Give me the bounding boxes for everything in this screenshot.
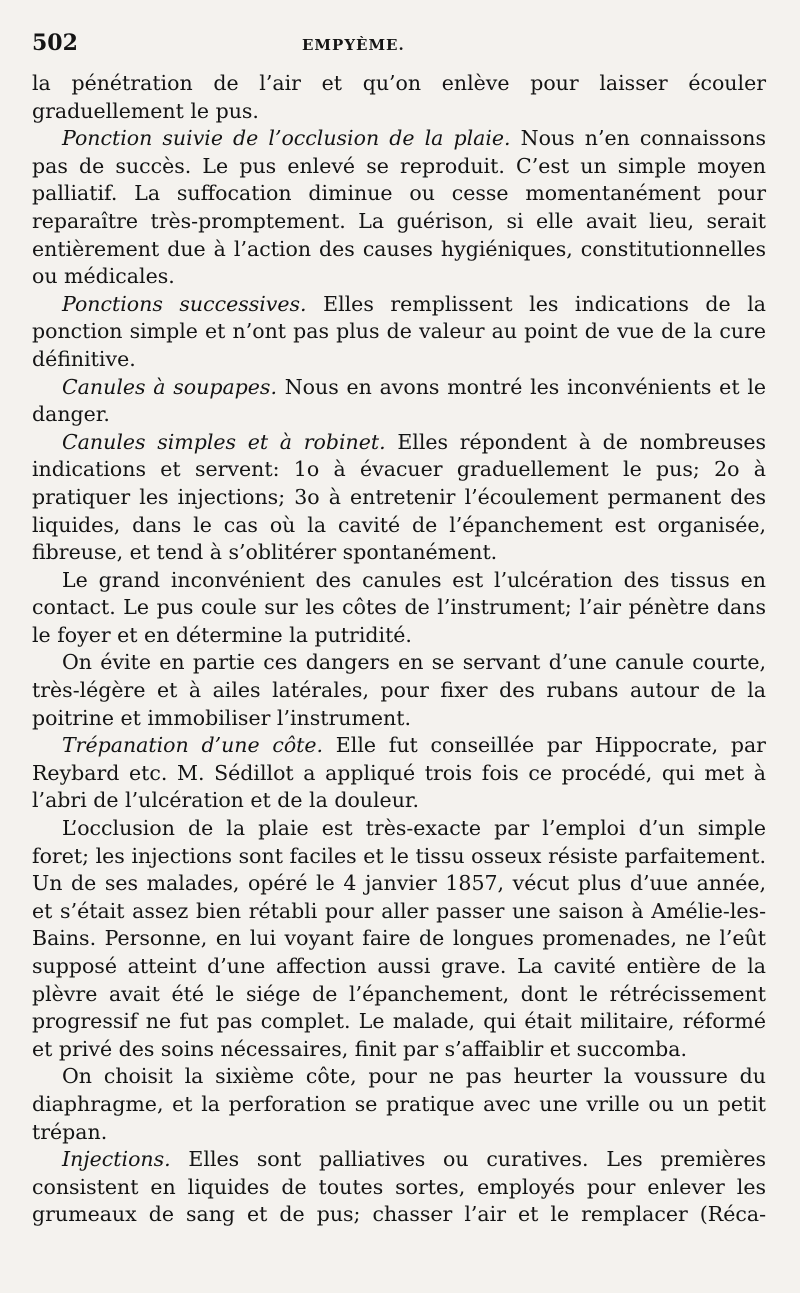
paragraph-text: Nous en avons montré les inconvénients et le danger. [32,374,767,427]
paragraph-text: Elles remplissent les indications de la ponction simple et n’ont pas plus de valeur au point de vue de la cure définitive. [32,291,766,371]
paragraph [32,732,766,815]
running-title: EMPYÈME. [302,36,405,54]
paragraph [32,815,766,1063]
paragraph [32,125,766,291]
section-lead: Ponctions successives. [62,291,307,316]
paragraph [32,374,766,429]
paragraph [32,649,766,732]
paragraph-text: L’occlusion de la plaie est très-exacte par l’emploi d’un simple foret; les injections sont faciles et le tissu osseux résiste parfaitement. Un de ses malades, opéré le 4 janvier 1857, vécut plus d’uue année, et s’était assez bien rétabli pour aller passer une saison à Amélie-les-Bains. Personne, en lui voyant faire de longues promenades, ne l’eût supposé atteint d’une affection aussi grave. La cavité entière de la plèvre avait été le siége de l’épanchement, dont le rétrécissement progressif ne fut pas complet. Le malade, qui était militaire, réformé et privé des soins nécessaires, finit par s’affaiblir et succomba. [32,816,766,1061]
paragraph [32,70,766,125]
paragraph-text: la pénétration de l’air et qu’on enlève pour laisser écouler graduellement le pus. [32,71,766,123]
section-lead: Ponction suivie de l’occlusion de la plaie. [62,126,511,151]
paragraph-text: On évite en partie ces dangers en se servant d’une canule courte, très-légère et à ailes latérales, pour fixer des rubans autour de la poitrine et immobiliser l’instrument. [32,650,766,730]
paragraph [32,1146,766,1229]
section-lead: Injections. [62,1147,171,1172]
page-header [32,30,766,70]
paragraph-text: Nous n’en connaissons pas de succès. Le pus enlevé se reproduit. C’est un simple moyen palliatif. La suffocation diminue ou cesse momentanément pour reparaître très-promptement. La guérison, si elle avait lieu, serait entièrement due à l’action des causes hygiéniques, constitutionnelles ou médicales. [32,126,766,289]
section-lead: Canules à soupapes. [62,374,277,399]
paragraph [32,429,766,567]
paragraph [32,567,766,650]
paragraph-text: Le grand inconvénient des canules est l’ulcération des tissus en contact. Le pus coule sur les côtes de l’instrument; l’air pénètre dans le foyer et en détermine la putridité. [32,567,766,647]
paragraph-text: On choisit la sixième côte, pour ne pas heurter la voussure du diaphragme, et la perforation se pratique avec une vrille ou un petit trépan. [32,1064,766,1144]
paragraph [32,1063,766,1146]
section-lead: Trépanation d’une côte. [62,733,324,758]
paragraph-text: Elles répondent à de nombreuses indications et servent: 1o à évacuer graduellement le pus; 2o à pratiquer les injections; 3o à entretenir l’écoulement permanent des liquides, dans le cas où la cavité de l’épanchement est organisée, fibreuse, et tend à s’oblitérer spontanément. [32,429,767,565]
body-text [32,70,766,1229]
paragraph [32,291,766,374]
paragraph-text: Elles sont palliatives ou curatives. Les premières consistent en liquides de toutes sortes, employés pour enlever les grumeaux de sang et de pus; chasser l’air et le remplacer (Réca- [32,1147,766,1227]
paragraph-text: Elle fut conseillée par Hippocrate, par Reybard etc. M. Sédillot a appliqué trois fois ce procédé, qui met à l’abri de l’ulcération et de la douleur. [32,733,766,813]
section-lead: Canules simples et à robinet. [62,429,386,454]
page-number: 502 [32,30,78,56]
